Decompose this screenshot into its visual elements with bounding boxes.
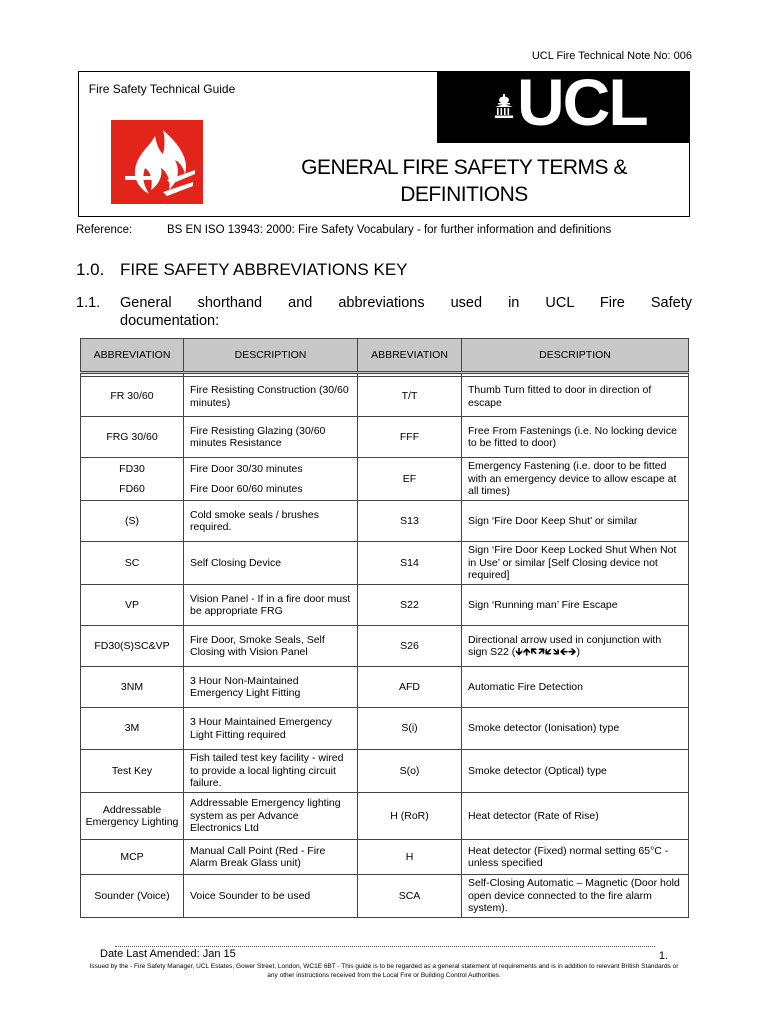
table-row xyxy=(81,840,689,875)
table-row xyxy=(81,585,689,626)
description-cell: Automatic Fire Detection xyxy=(462,667,689,708)
description-cell: Fire Resisting Construction (30/60 minutes) xyxy=(184,377,358,417)
description-cell: 3 Hour Maintained Emergency Light Fitting required xyxy=(184,708,358,750)
flame-icon xyxy=(111,120,203,204)
abbreviation-cell: (S) xyxy=(81,501,184,542)
description-cell: Sign ‘Fire Door Keep Shut’ or similar xyxy=(462,501,689,542)
description-cell: Thumb Turn fitted to door in direction of escape xyxy=(462,377,689,417)
abbreviation-cell: S14 xyxy=(358,542,462,585)
table-row xyxy=(81,793,689,840)
description-cell: Directional arrow used in conjunction with sign S22 (🡻🡹🡼🡽🡿🡾🡸🡺) xyxy=(462,626,689,667)
abbreviation-cell: Test Key xyxy=(81,750,184,793)
description-cell: Sign ‘Running man’ Fire Escape xyxy=(462,585,689,626)
ucl-logo xyxy=(437,72,689,143)
abbreviation-fd30: FD30 xyxy=(119,462,145,475)
portico-icon xyxy=(495,94,513,118)
abbreviation-cell: 3M xyxy=(81,708,184,750)
abbreviation-cell: MCP xyxy=(81,840,184,875)
description-cell: Vision Panel - If in a fire door must be appropriate FRG xyxy=(184,585,358,626)
description-cell: Fish tailed test key facility - wired to provide a local lighting circuit failure. xyxy=(184,750,358,793)
abbreviation-cell: EF xyxy=(358,458,462,501)
abbreviation-cell: VP xyxy=(81,585,184,626)
table-row xyxy=(81,626,689,667)
fire-safety-icon xyxy=(111,120,203,204)
subsection-number: 1.1. xyxy=(76,295,101,311)
reference-label: Reference: xyxy=(76,224,133,236)
description-cell: Self Closing Device xyxy=(184,542,358,585)
description-cell: 3 Hour Non-Maintained Emergency Light Fitting xyxy=(184,667,358,708)
abbreviation-cell: S(o) xyxy=(358,750,462,793)
abbreviation-cell: SCA xyxy=(358,875,462,918)
abbreviation-fd60: FD60 xyxy=(119,483,145,495)
abbreviation-cell: FD30(S)SC&VP xyxy=(81,626,184,667)
description-cell: Free From Fastenings (i.e. No locking device to be fitted to door) xyxy=(462,417,689,458)
footer-page-number: 1. xyxy=(658,950,668,962)
abbreviation-cell: S(i) xyxy=(358,708,462,750)
description-cell xyxy=(184,458,358,501)
description-cell: Smoke detector (Optical) type xyxy=(462,750,689,793)
section-title: FIRE SAFETY ABBREVIATIONS KEY xyxy=(120,260,408,279)
column-header: ABBREVIATION xyxy=(358,339,462,373)
abbreviation-cell: SC xyxy=(81,542,184,585)
table-row xyxy=(81,458,689,501)
technical-note-number: UCL Fire Technical Note No: 006 xyxy=(531,50,692,62)
table-header-row xyxy=(81,339,689,373)
footer-issued-statement: Issued by the - Fire Safety Manager, UCL Estates, Gower Street, London, WC1E 6BT - This guide is to be regarded as a general statement of requirements and is in addition to relevant British Standards or any other instructions received from the Local Fire or Building Control Authorities. xyxy=(89,963,679,979)
table-row xyxy=(81,501,689,542)
table-row xyxy=(81,417,689,458)
description-cell: Heat detector (Rate of Rise) xyxy=(462,793,689,840)
abbreviation-cell xyxy=(81,458,184,501)
reference-text: BS EN ISO 13943: 2000: Fire Safety Vocabulary - for further information and definitions xyxy=(167,224,612,236)
guide-title: Fire Safety Technical Guide xyxy=(88,82,236,96)
table-row xyxy=(81,542,689,585)
abbreviation-cell: FR 30/60 xyxy=(81,377,184,417)
description-cell: Fire Resisting Glazing (30/60 minutes Resistance xyxy=(184,417,358,458)
description-cell: Addressable Emergency lighting system as per Advance Electronics Ltd xyxy=(184,793,358,840)
description-cell: Cold smoke seals / brushes required. xyxy=(184,501,358,542)
document-header xyxy=(78,71,690,217)
description-fd30: Fire Door 30/30 minutes xyxy=(190,462,303,475)
abbreviation-cell: Sounder (Voice) xyxy=(81,875,184,918)
document-title: GENERAL FIRE SAFETY TERMS & DEFINITIONS xyxy=(301,156,627,206)
ucl-wordmark: UCL xyxy=(517,72,647,139)
column-header: ABBREVIATION xyxy=(81,339,184,373)
abbreviation-cell: S13 xyxy=(358,501,462,542)
table-row xyxy=(81,750,689,793)
section-number: 1.0. xyxy=(76,260,105,279)
abbreviation-cell: S26 xyxy=(358,626,462,667)
table-row xyxy=(81,377,689,417)
abbreviation-cell: T/T xyxy=(358,377,462,417)
abbreviations-table xyxy=(80,338,689,918)
subsection-text-line2: documentation: xyxy=(120,313,220,329)
abbreviation-cell: H (RoR) xyxy=(358,793,462,840)
description-cell: Sign ‘Fire Door Keep Locked Shut When Not in Use’ or similar [Self Closing device not required] xyxy=(462,542,689,585)
description-fd60: Fire Door 60/60 minutes xyxy=(190,483,303,495)
table-row xyxy=(81,667,689,708)
abbreviation-cell: Addressable Emergency Lighting xyxy=(81,793,184,840)
abbreviation-cell: AFD xyxy=(358,667,462,708)
column-header: DESCRIPTION xyxy=(184,339,358,373)
description-cell: Manual Call Point (Red - Fire Alarm Break Glass unit) xyxy=(184,840,358,875)
abbreviation-cell: FFF xyxy=(358,417,462,458)
table-row xyxy=(81,708,689,750)
footer-divider xyxy=(115,946,655,947)
table-row xyxy=(81,875,689,918)
abbreviation-cell: 3NM xyxy=(81,667,184,708)
column-header: DESCRIPTION xyxy=(462,339,689,373)
description-cell: Heat detector (Fixed) normal setting 65°C - unless specified xyxy=(462,840,689,875)
description-cell: Voice Sounder to be used xyxy=(184,875,358,918)
abbreviation-cell: S22 xyxy=(358,585,462,626)
description-cell: Self-Closing Automatic – Magnetic (Door hold open device connected to the fire alarm system). xyxy=(462,875,689,918)
section-heading xyxy=(76,260,408,280)
description-cell: Smoke detector (Ionisation) type xyxy=(462,708,689,750)
subsection-text-line1: General shorthand and abbreviations used in UCL Fire Safety xyxy=(120,295,692,311)
footer-date-amended: Date Last Amended: Jan 15 xyxy=(100,948,236,960)
description-cell: Emergency Fastening (i.e. door to be fitted with an emergency device to allow escape at all times) xyxy=(462,458,689,501)
abbreviation-cell: H xyxy=(358,840,462,875)
abbreviation-cell: FRG 30/60 xyxy=(81,417,184,458)
description-cell: Fire Door, Smoke Seals, Self Closing with Vision Panel xyxy=(184,626,358,667)
